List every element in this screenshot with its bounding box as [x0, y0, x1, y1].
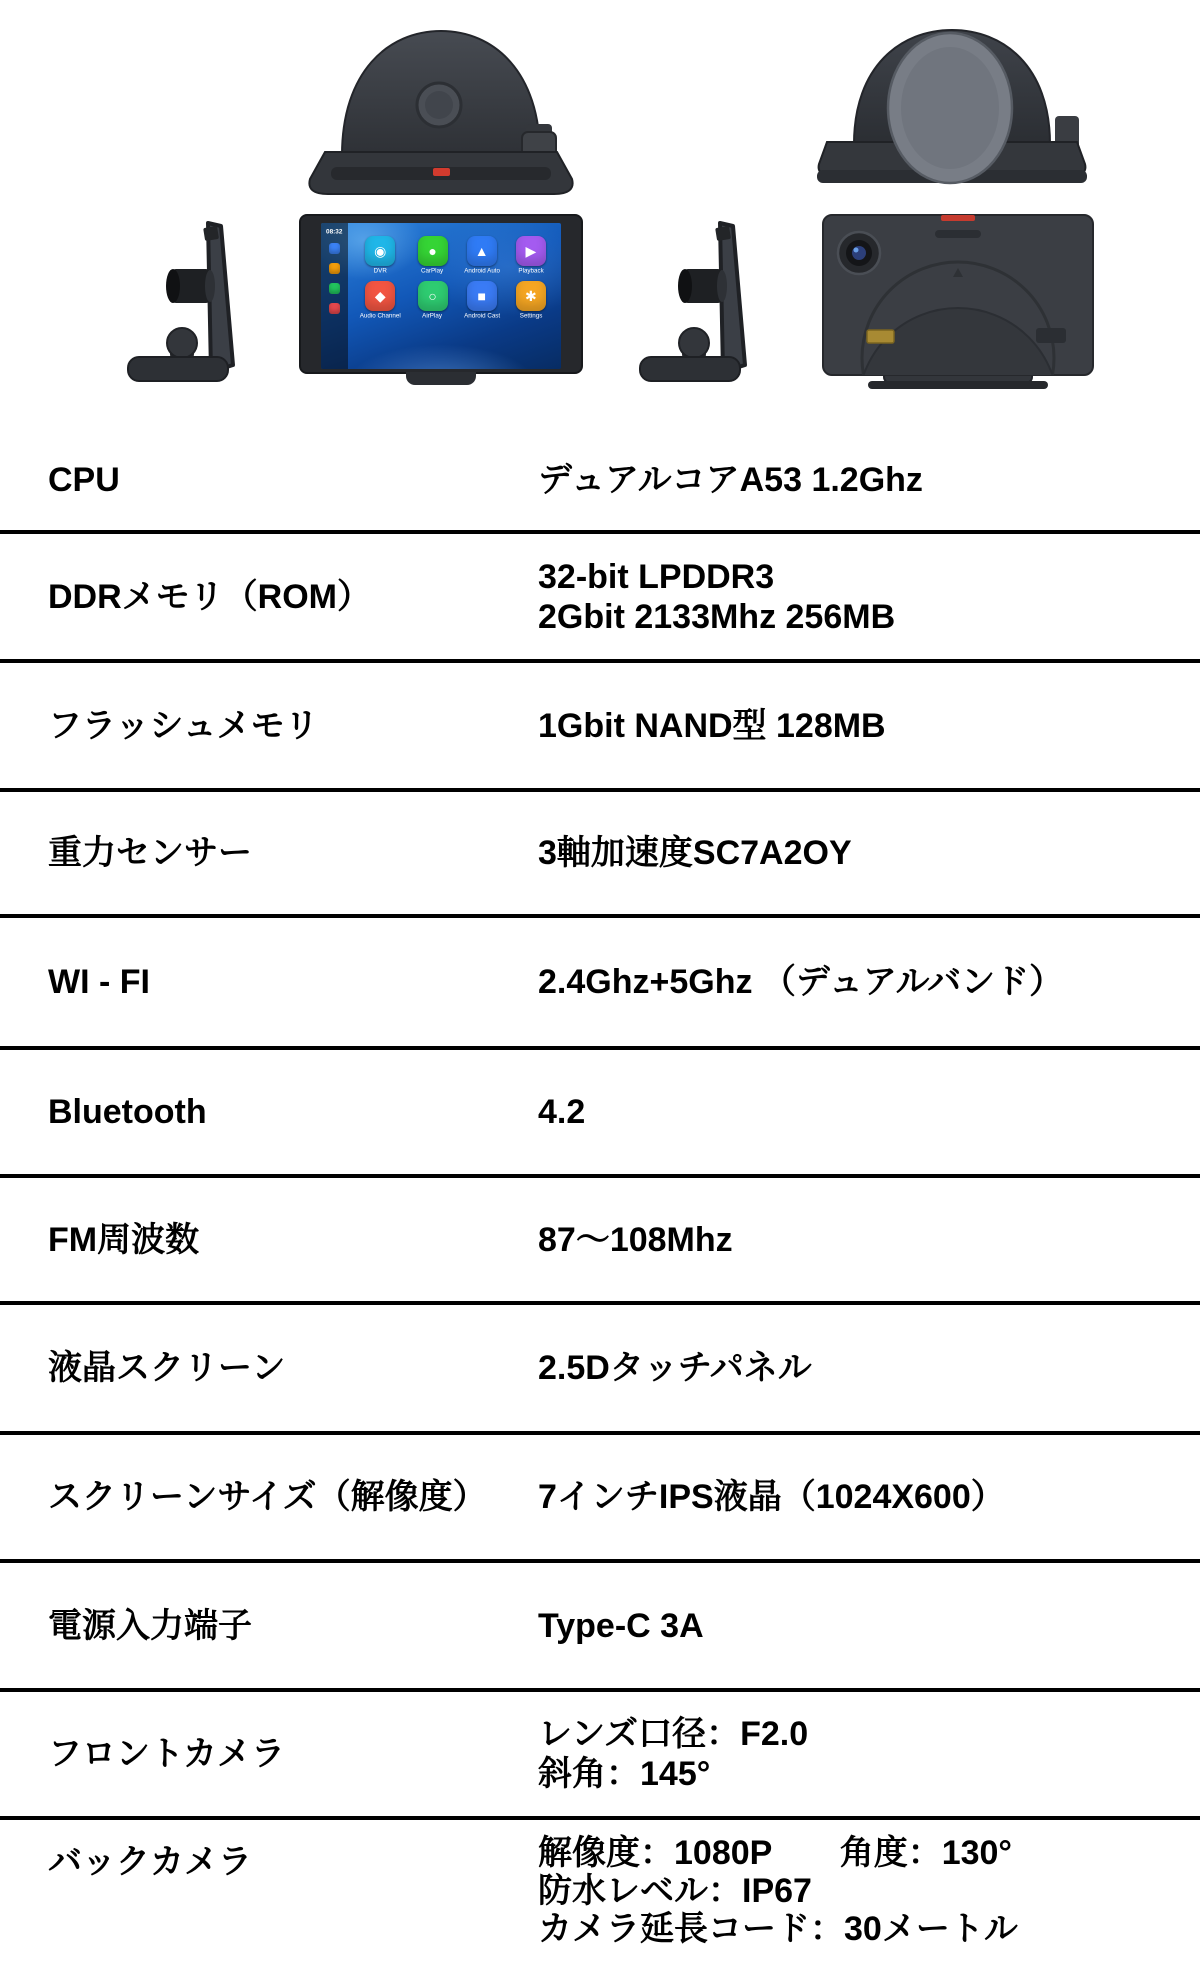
spec-value — [538, 1348, 812, 1388]
dvr-glyph-icon: ◉ — [365, 236, 395, 266]
photo-side-view-right — [632, 215, 782, 387]
photo-side-view-left — [120, 215, 270, 387]
spec-value-line: 2.4Ghz+5Ghz （デュアルバンド） — [538, 963, 1064, 1001]
top-notch — [203, 226, 219, 241]
photo-back-view — [822, 212, 1094, 390]
spec-label: CPU — [48, 461, 120, 499]
app-icon-label: Android Cast — [463, 312, 500, 320]
base-foot — [640, 357, 740, 381]
app-icon-label: DVR — [373, 267, 387, 275]
app-icon-android-cast — [459, 281, 505, 321]
spec-value — [538, 557, 895, 637]
top-notch — [715, 226, 731, 241]
app-icon-label: Android Auto — [463, 267, 500, 275]
spec-label: FM周波数 — [48, 1220, 200, 1259]
spec-value-line: Type-C 3A — [538, 1606, 704, 1645]
spec-label: Bluetooth — [48, 1093, 207, 1131]
spec-value — [538, 1477, 1005, 1517]
screen-sidebar-icons — [329, 243, 340, 314]
spec-row-1 — [0, 430, 1200, 534]
spec-value-line: レンズ口径：F2.0 — [538, 1715, 809, 1753]
base-foot — [128, 357, 228, 381]
spec-label: 液晶スクリーン — [48, 1349, 286, 1387]
spec-label: フロントカメラ — [48, 1735, 285, 1773]
app-icon-label: AirPlay — [422, 312, 443, 320]
lens-highlight — [854, 248, 859, 253]
device-screen — [321, 223, 561, 369]
red-accent — [941, 215, 975, 221]
spec-value — [538, 1714, 808, 1794]
camera-lens-cap — [678, 269, 692, 303]
app-icon-android-auto — [459, 236, 505, 276]
spec-row-5 — [0, 918, 1200, 1050]
camera-barrel-rim — [205, 270, 215, 302]
spec-label: WI - FI — [48, 963, 150, 1001]
playback-glyph-icon: ▶ — [516, 236, 546, 266]
app-icon-playback — [509, 236, 553, 276]
spec-value — [538, 1834, 1018, 1948]
android-auto-glyph-icon: ▲ — [467, 236, 497, 266]
spec-label: スクリーンサイズ（解像度） — [48, 1478, 487, 1516]
spec-value — [538, 833, 852, 873]
photo-mount-top-view-knob — [303, 24, 579, 200]
app-icon-dvr — [354, 236, 406, 276]
spec-label: DDRメモリ（ROM） — [48, 577, 371, 616]
spec-value-line: 2.5Dタッチパネル — [538, 1349, 812, 1387]
port-recess — [1036, 328, 1066, 343]
ball-joint — [679, 328, 709, 358]
screen-app-grid — [348, 223, 561, 369]
spec-row-7 — [0, 1178, 1200, 1305]
spec-value-line: 防水レベル：IP67 — [538, 1872, 812, 1910]
photo-front-view — [299, 214, 583, 386]
ball-joint — [167, 328, 197, 358]
photo-mount-top-view-disc — [813, 24, 1091, 199]
spec-label: バックカメラ — [48, 1843, 252, 1881]
product-photos — [0, 0, 1200, 430]
spec-value-line: 4.2 — [538, 1093, 586, 1131]
spec-value-line: 32-bit LPDDR3 — [538, 557, 775, 596]
airplay-glyph-icon: ○ — [418, 281, 448, 311]
settings-glyph-icon: ✱ — [516, 281, 546, 311]
app-icon-label: Playback — [518, 267, 544, 275]
device-bezel — [299, 214, 583, 374]
spec-value — [538, 460, 923, 500]
spec-row-10 — [0, 1563, 1200, 1692]
spec-value — [538, 706, 886, 746]
audio-channel-glyph-icon: ◆ — [365, 281, 395, 311]
rear-camera-glass — [852, 246, 866, 260]
spec-row-6 — [0, 1050, 1200, 1178]
spec-value — [538, 1220, 733, 1260]
spec-label: 電源入力端子 — [48, 1606, 252, 1645]
video-icon — [329, 283, 340, 294]
spec-row-9 — [0, 1435, 1200, 1563]
spec-value — [538, 1606, 704, 1646]
spec-value-line: デュアルコアA53 1.2Ghz — [538, 461, 923, 499]
device-stand — [406, 372, 476, 385]
spec-row-8 — [0, 1305, 1200, 1435]
spec-value-line: 解像度：1080P 角度：130° — [538, 1834, 1013, 1872]
spec-value-line: 3軸加速度SC7A2OY — [538, 834, 852, 872]
camera-lens-cap — [166, 269, 180, 303]
gold-connector — [867, 330, 894, 343]
gallery-icon — [329, 263, 340, 274]
spec-row-4 — [0, 792, 1200, 918]
stand-base — [868, 381, 1048, 389]
spec-table — [0, 430, 1200, 1966]
spec-label: フラッシュメモリ — [48, 706, 319, 745]
carplay-glyph-icon: ● — [418, 236, 448, 266]
spec-value-line: 7インチIPS液晶（1024X600） — [538, 1478, 1005, 1516]
app-icon-airplay — [410, 281, 454, 321]
top-slot — [935, 230, 981, 238]
spec-value — [538, 962, 1063, 1002]
spec-value — [538, 1092, 585, 1132]
app-icon-audio-channel — [354, 281, 406, 321]
suction-disc-inner — [901, 47, 999, 169]
app-icon-label: Audio Channel — [359, 312, 401, 320]
app-icon-settings — [509, 281, 553, 321]
camera-icon — [329, 243, 340, 254]
spec-label: 重力センサー — [48, 834, 252, 872]
spec-row-3 — [0, 663, 1200, 792]
app-icon-carplay — [410, 236, 454, 276]
app-icon-label: Settings — [519, 312, 543, 320]
spec-row-2 — [0, 534, 1200, 663]
camera-barrel-rim — [717, 270, 727, 302]
mount-knob-center — [425, 91, 453, 119]
spec-value-line: 2Gbit 2133Mhz 256MB — [538, 597, 896, 636]
spec-row-12 — [0, 1820, 1200, 1966]
record-icon — [329, 303, 340, 314]
screen-time: 08:32 — [326, 227, 343, 236]
app-icon-label: CarPlay — [421, 267, 444, 275]
screen-sidebar — [321, 223, 348, 369]
spec-value-line: 87〜108Mhz — [538, 1220, 733, 1259]
spec-value-line: 1Gbit NAND型 128MB — [538, 706, 886, 745]
android-cast-glyph-icon: ■ — [467, 281, 497, 311]
red-accent — [433, 168, 450, 176]
spec-row-11 — [0, 1692, 1200, 1820]
spec-value-line: カメラ延長コード：30メートル — [538, 1910, 1018, 1948]
spec-value-line: 斜角：145° — [538, 1755, 711, 1793]
